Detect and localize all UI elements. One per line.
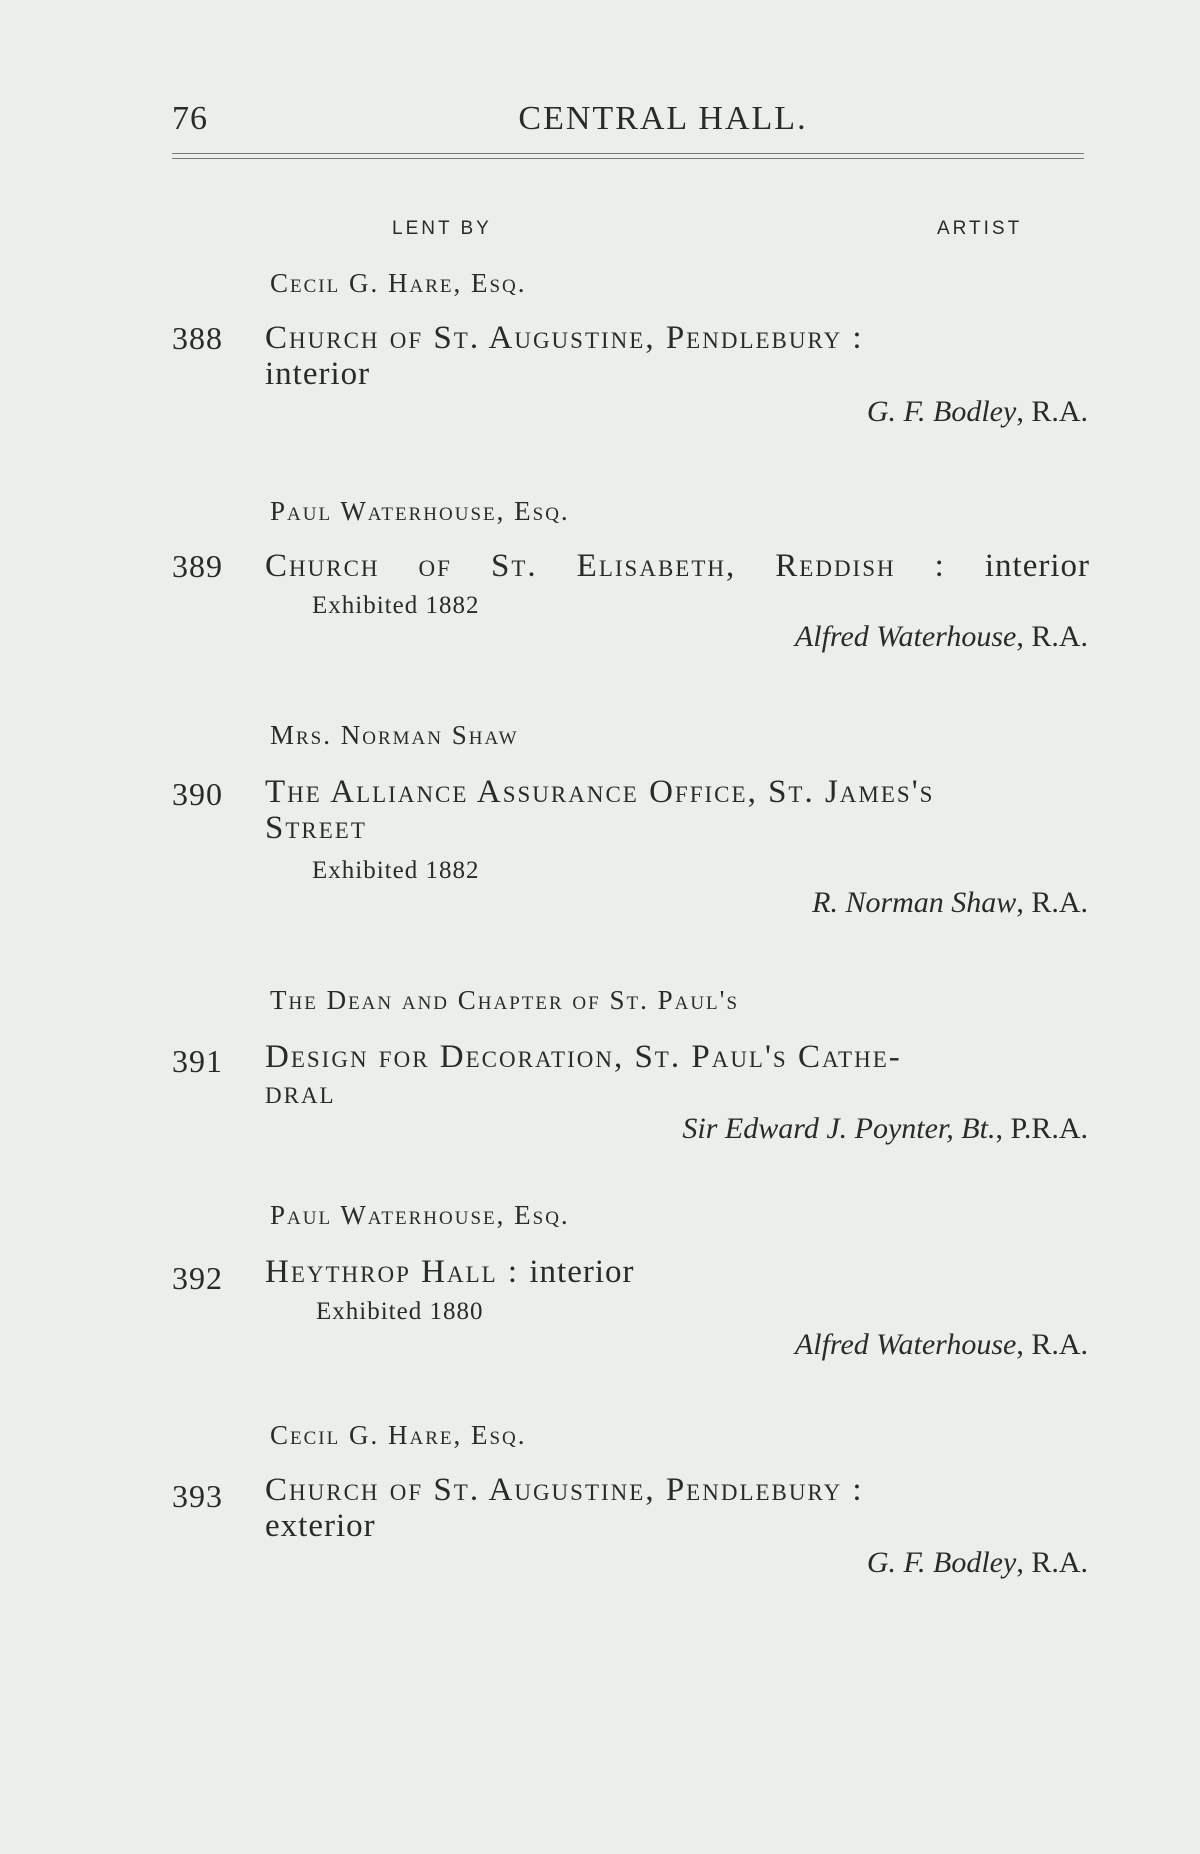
header-rule-bottom [172, 158, 1084, 159]
title-tail: interior [529, 1254, 635, 1290]
entry-title [265, 1039, 1090, 1111]
artist-name: Sir Edward J. Poynter, Bt. [682, 1112, 996, 1145]
entry-number: 390 [172, 776, 223, 812]
title-continuation: exterior [265, 1508, 376, 1544]
page-number: 76 [172, 100, 208, 137]
lender: Paul Waterhouse, Esq. [270, 496, 570, 526]
title-continuation: dral [265, 1075, 336, 1111]
artist-name: Alfred Waterhouse [794, 620, 1017, 653]
title-text: Church of St. Augustine, Pendlebury : [265, 320, 864, 356]
artist-name: G. F. Bodley [866, 395, 1017, 428]
entry-number: 393 [172, 1478, 223, 1514]
title-text: Heythrop Hall : [265, 1254, 520, 1290]
exhibited-note: Exhibited 1882 [312, 857, 480, 884]
title-text: The Alliance Assurance Office, St. James's [265, 774, 935, 810]
exhibited-note: Exhibited 1880 [316, 1298, 484, 1325]
artist-credit [867, 395, 1088, 429]
title-text: Church of St. Elisabeth, Reddish : [265, 548, 946, 584]
artist-credit [682, 1112, 1088, 1146]
artist-name: G. F. Bodley [866, 1546, 1017, 1579]
lender: Cecil G. Hare, Esq. [270, 268, 527, 298]
entry-title [265, 548, 1090, 584]
column-headings [0, 218, 1200, 248]
entry-number: 389 [172, 548, 223, 584]
lender: Cecil G. Hare, Esq. [270, 1420, 527, 1450]
artist-credit [795, 620, 1088, 654]
entry-number: 391 [172, 1043, 223, 1079]
header-rule-top [172, 153, 1084, 154]
title-text: Design for Decoration, St. Paul's Cathe- [265, 1039, 902, 1075]
artist-name: R. Norman Shaw [812, 886, 1017, 919]
page-title: CENTRAL HALL. [518, 100, 808, 137]
title-text: Church of St. Augustine, Pendlebury : [265, 1472, 864, 1508]
artist-suffix: , R.A. [1016, 886, 1088, 919]
artist-heading: ARTIST [937, 218, 1023, 239]
artist-suffix: , R.A. [1016, 620, 1088, 653]
title-continuation: Street [265, 810, 367, 846]
entry-title [265, 774, 1090, 846]
artist-credit [795, 1328, 1088, 1362]
lender: The Dean and Chapter of St. Paul's [270, 985, 740, 1015]
artist-name: Alfred Waterhouse [794, 1328, 1017, 1361]
lent-by-heading: LENT BY [392, 218, 492, 239]
artist-suffix: , R.A. [1016, 1546, 1088, 1579]
artist-suffix: , R.A. [1016, 1328, 1088, 1361]
entry-title [265, 320, 1090, 392]
artist-credit [867, 1546, 1088, 1580]
artist-suffix: , P.R.A. [995, 1112, 1088, 1145]
exhibited-note: Exhibited 1882 [312, 592, 480, 619]
entry-number: 392 [172, 1260, 223, 1296]
artist-suffix: , R.A. [1016, 395, 1088, 428]
entry-number: 388 [172, 320, 223, 356]
lender: Paul Waterhouse, Esq. [270, 1200, 570, 1230]
title-continuation: interior [265, 356, 371, 392]
running-head [172, 100, 1084, 148]
lender: Mrs. Norman Shaw [270, 720, 519, 750]
artist-credit [812, 886, 1088, 920]
title-tail: interior [984, 548, 1091, 584]
entry-title [265, 1472, 1090, 1544]
entry-title [265, 1254, 635, 1290]
